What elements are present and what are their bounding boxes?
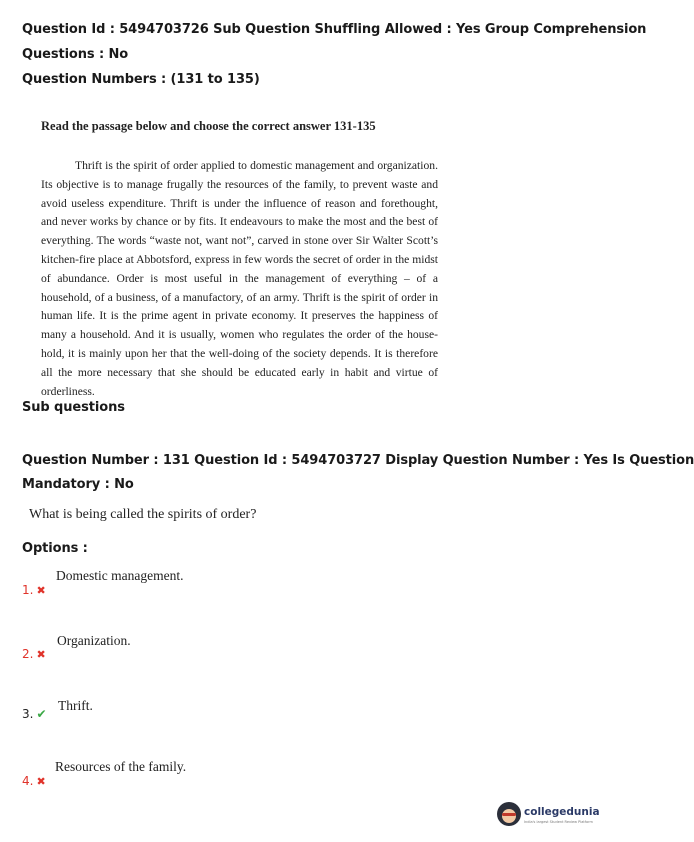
checkmark-icon: ✔ — [36, 707, 47, 721]
cross-icon: ✖ — [36, 584, 46, 597]
collegedunia-logo — [497, 800, 600, 834]
option-4-number — [22, 774, 46, 788]
option-1-text: Domestic management. — [56, 568, 184, 583]
logo-wordmark: collegedunia — [524, 806, 600, 818]
question-meta-line1: Question Number : 131 Question Id : 5494703727 Display Question Number : Yes Is Question — [22, 453, 694, 468]
option-number: 2. — [22, 647, 34, 661]
cross-icon: ✖ — [36, 775, 46, 788]
question-group-header-line1: Question Id : 5494703726 Sub Question Shuffling Allowed : Yes Group Comprehension — [22, 22, 647, 37]
option-3-text: Thrift. — [58, 698, 93, 713]
option-2-text: Organization. — [57, 633, 131, 648]
logo-mascot-icon — [497, 802, 521, 826]
question-group-header-line2: Questions : No — [22, 47, 129, 62]
option-1-number — [22, 583, 46, 597]
passage-body: Thrift is the spirit of order applied to domestic management and organization. Its objective is to manage frugally the resources of the family, to prevent waste and avoid useless expenditure. Thrift is under the influence of reason and forethought, and never works by chance or by fits. It endeavours to make the most and the best of everything. The words “waste not, want not”, carved in stone over Sir Walter Scott’s kitchen-fire place at Abbotsford, express in few words the secret of order in the midst of abundance. Order is most useful in the management of everything – of a household, of a business, of a manufactory, of an army. Thrift is the spirit of order in human life. It is the prime agent in private economy. It preserves the happiness of many a household. And it is usually, women who regulates the order of the house-hold, it is mainly upon her that the well-doing of the society depends. It is therefore all the more necessary that she should be educated early in habit and virtue of orderliness. — [41, 159, 438, 398]
question-text: What is being called the spirits of order? — [29, 507, 257, 522]
logo-tagline: India's largest Student Review Platform — [524, 820, 593, 824]
cross-icon: ✖ — [36, 648, 46, 661]
option-4-text: Resources of the family. — [55, 759, 187, 774]
option-2-number — [22, 647, 46, 661]
question-numbers-range: Question Numbers : (131 to 135) — [22, 72, 260, 87]
option-number: 1. — [22, 583, 34, 597]
option-number: 3. — [22, 707, 34, 721]
options-label: Options : — [22, 541, 88, 556]
passage-title: Read the passage below and choose the correct answer 131-135 — [41, 119, 376, 133]
option-3-number — [22, 707, 47, 721]
option-number: 4. — [22, 774, 34, 788]
sub-questions-label: Sub questions — [22, 400, 125, 415]
question-meta-line2: Mandatory : No — [22, 477, 134, 492]
